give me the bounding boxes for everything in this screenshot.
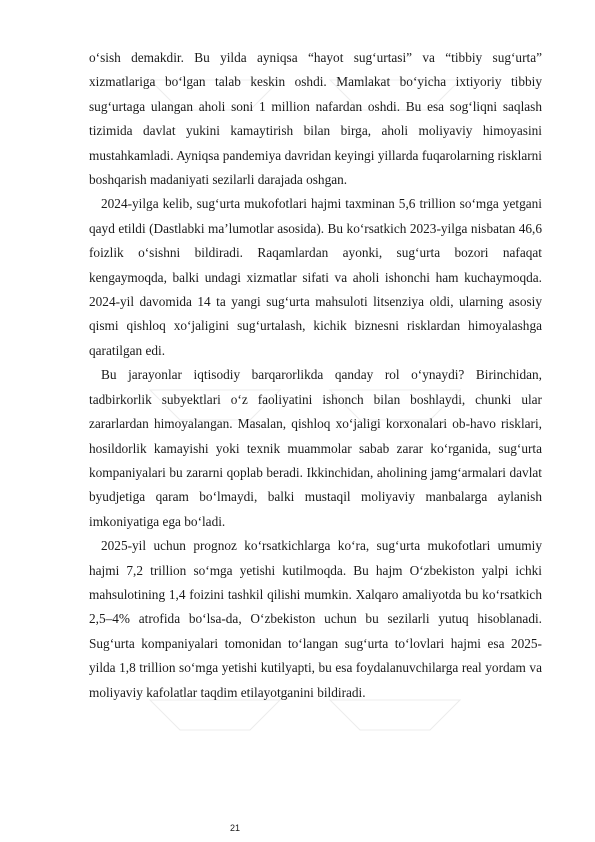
paragraph: o‘sish demakdir. Bu yilda ayniqsa “hayot sug‘urtasi” va “tibbiy sug‘urta” xizmatlariga bo‘lgan talab keskin oshdi. Mamlakat bo‘yicha ixtiyoriy tibbiy sug‘urtaga ulangan aholi soni 1 million nafardan oshdi. Bu esa sog‘liqni saqlash tizimida davlat yukini kamaytirish bilan birga, aholi moliyaviy himoyasini mustahkamladi. Ayniqsa pandemiya davridan keyingi yillarda fuqarolarning risklarni boshqarish madaniyati sezilarli darajada oshgan. <box>89 50 542 188</box>
paragraph: 2025-yil uchun prognoz ko‘rsatkichlarga ko‘ra, sug‘urta mukofotlari umumiy hajmi 7,2 trillion so‘mga yetishi kutilmoqda. Bu hajm O‘zbekiston yalpi ichki mahsulotining 1,4 foizini tashkil qilishi mumkin. Xalqaro amaliyotda bu ko‘rsatkich 2,5–4% atrofida bo‘lsa-da, O‘zbekiston uchun bu sezilarli yutuq hisoblanadi. Sug‘urta kompaniyalari tomonidan to‘langan sug‘urta to‘lovlari hajmi esa 2025-yilda 1,8 trillion so‘mga yetishi kutilyapti, bu esa foydalanuvchilarga real yordam va moliyaviy kafolatlar taqdim etilayotganini bildiradi. <box>89 538 542 700</box>
document-body <box>89 46 542 705</box>
paragraph: 2024-yilga kelib, sug‘urta mukofotlari hajmi taxminan 5,6 trillion so‘mga yetgani qayd etildi (Dastlabki ma’lumotlar asosida). Bu ko‘rsatkich 2023-yilga nisbatan 46,6 foizlik o‘sishni bildiradi. Raqamlardan ayonki, sug‘urta bozori nafaqat kengaymoqda, balki undagi xizmatlar sifati va aholi ishonchi ham kuchaymoqda. 2024-yil davomida 14 ta yangi sug‘urta mahsuloti litsenziya oldi, ularning asosiy qismi qishloq xo‘jaligini sug‘urtalash, kichik biznesni risklardan himoyalashga qaratilgan edi. <box>89 196 542 358</box>
page-number: 21 <box>230 823 241 833</box>
paragraph: Bu jarayonlar iqtisodiy barqarorlikda qanday rol o‘ynaydi? Birinchidan, tadbirkorlik subyektlari o‘z faoliyatini ishonch bilan boshlaydi, chunki ular zararlardan himoyalangan. Masalan, qishloq xo‘jaligi korxonalari ob-havo risklari, hosildorlik kamayishi yoki texnik muammolar sabab zarar ko‘rganida, sug‘urta kompaniyalari bu zararni qoplab beradi. Ikkinchidan, aholining jamg‘armalari davlat byudjetiga qaram bo‘lmaydi, balki mustaqil moliyaviy manbalarga aylanish imkoniyatiga ega bo‘ladi. <box>89 367 542 529</box>
